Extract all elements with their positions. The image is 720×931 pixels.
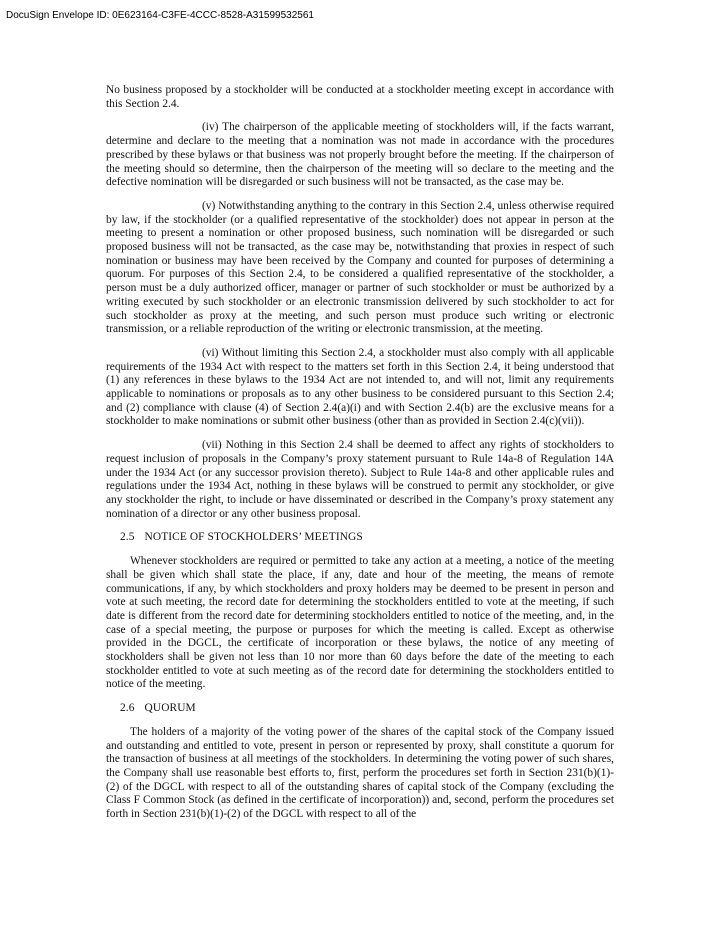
section-heading-2-5 — [120, 531, 614, 545]
paragraph-vii: (vii) Nothing in this Section 2.4 shall be deemed to affect any rights of stockholders to request inclusion of proposals in the Company’s proxy statement pursuant to Rule 14a-8 of Regulation 14A under the 1934 Act (or any successor provision thereto). Subject to Rule 14a-8 and other applicable rules and regulations under the 1934 Act, nothing in these bylaws will be construed to permit any stockholder, or give any stockholder the right, to include or have disseminated or described in the Company’s proxy statement any nomination of a director or any other business proposal. — [106, 439, 614, 520]
section-number: 2.5 — [120, 531, 135, 544]
section-title: QUORUM — [144, 702, 196, 715]
paragraph-quorum: The holders of a majority of the voting power of the shares of the capital stock of the Company issued and outstanding and entitled to vote, present in person or represented by proxy, shall constitute a quorum for the transaction of business at all meetings of the stockholders. In determining the voting power of such shares, the Company shall use reasonable best efforts to, first, perform the procedures set forth in Section 231(b)(1)-(2) of the DGCL with respect to all of the outstanding shares of capital stock of the Company (excluding the Class F Common Stock (as defined in the certificate of incorporation)) and, second, perform the procedures set forth in Section 231(b)(1)-(2) of the DGCL with respect to all of the — [106, 725, 614, 821]
section-number: 2.6 — [120, 702, 135, 715]
paragraph-no-business: No business proposed by a stockholder will be conducted at a stockholder meeting except in accordance with this Section 2.4. — [106, 84, 614, 110]
section-title: NOTICE OF STOCKHOLDERS’ MEETINGS — [144, 531, 363, 544]
section-heading-2-6 — [120, 702, 614, 716]
paragraph-notice: Whenever stockholders are required or permitted to take any action at a meeting, a notice of the meeting shall be given which shall state the place, if any, date and hour of the meeting, the means of remote communications, if any, by which stockholders and proxy holders may be deemed to be present in person and vote at such meeting, the record date for determining the stockholders entitled to vote at the meeting, if such date is different from the record date for determining stockholders entitled to notice of the meeting, and, in the case of a special meeting, the purpose or purposes for which the meeting is called. Except as otherwise provided in the DGCL, the certificate of incorporation or these bylaws, the notice of any meeting of stockholders shall be given not less than 10 nor more than 60 days before the date of the meeting to each stockholder entitled to vote at such meeting as of the record date for determining the stockholders entitled to notice of the meeting. — [106, 555, 614, 691]
paragraph-iv: (iv) The chairperson of the applicable meeting of stockholders will, if the facts warrant, determine and declare to the meeting that a nomination was not made in accordance with the procedures prescribed by these bylaws or that business was not properly brought before the meeting. If the chairperson of the meeting should so determine, then the chairperson of the meeting will so declare to the meeting and the defective nomination will be disregarded or such business will not be transacted, as the case may be. — [106, 121, 614, 189]
paragraph-v: (v) Notwithstanding anything to the contrary in this Section 2.4, unless otherwise required by law, if the stockholder (or a qualified representative of the stockholder) does not appear in person at the meeting to present a nomination or other proposed business, such nomination will be disregarded or such proposed business will not be transacted, as the case may be, notwithstanding that proxies in respect of such nomination or business may have been received by the Company and counted for purposes of determining a quorum. For purposes of this Section 2.4, to be considered a qualified representative of the stockholder, a person must be a duly authorized officer, manager or partner of such stockholder or must be authorized by a writing executed by such stockholder or an electronic transmission delivered by such stockholder to act for such stockholder as proxy at the meeting, and such person must produce such writing or electronic transmission, or a reliable reproduction of the writing or electronic transmission, at the meeting. — [106, 199, 614, 336]
paragraph-vi: (vi) Without limiting this Section 2.4, a stockholder must also comply with all applicable requirements of the 1934 Act with respect to the matters set forth in this Section 2.4, it being understood that (1) any references in these bylaws to the 1934 Act are not intended to, and will not, limit any requirements applicable to nominations or proposals as to any other business to be considered pursuant to this Section 2.4; and (2) compliance with clause (4) of Section 2.4(a)(i) and with Section 2.4(b) are the exclusive means for a stockholder to make nominations or submit other business (other than as provided in Section 2.4(c)(vii)). — [106, 346, 614, 428]
docusign-envelope-id: DocuSign Envelope ID: 0E623164-C3FE-4CCC-8528-A31599532561 — [6, 10, 314, 21]
document-page — [106, 84, 614, 832]
